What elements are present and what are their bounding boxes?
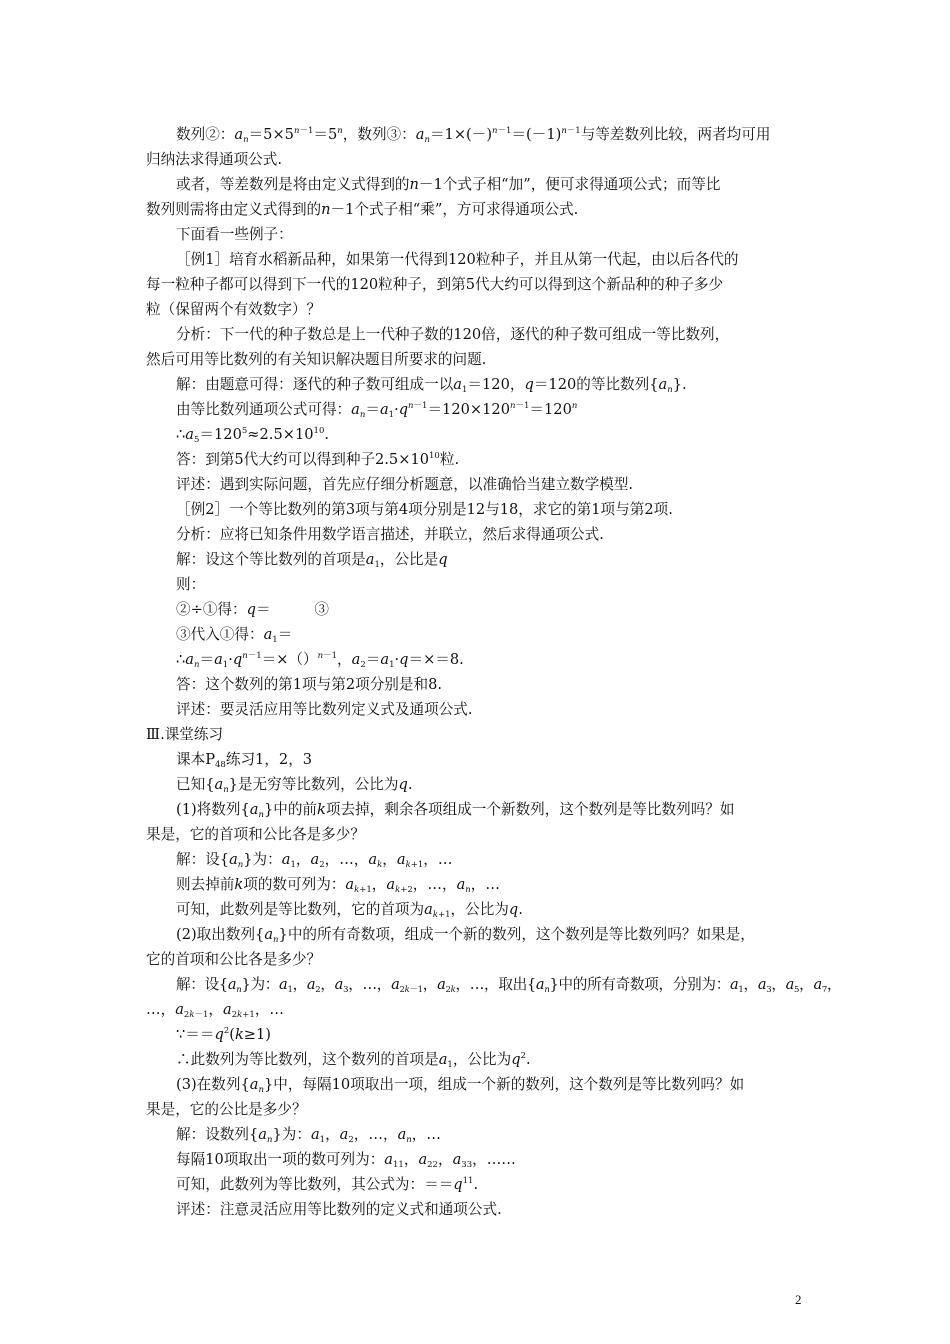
text-line-17: 分析：应将已知条件用数学语言描述，并联立，然后求得通项公式. bbox=[176, 526, 604, 543]
text-line-44: 评述：注意灵活应用等比数列的定义式和通项公式. bbox=[176, 1201, 502, 1218]
text-line-1: 数列②：$a_n=5\times 5^{n-1}=5^n$，数列③：$a_n=1\times(-)^{n-1}=(-1)^{n-1}$与等差数列比较，两者均可用 bbox=[176, 126, 771, 145]
text-line-31: 则去掉前k项的数可列为：$a_{k+1}$，$a_{k+2}$，…，$a_n$，… bbox=[176, 876, 500, 895]
text-line-10: 然后可用等比数列的有关知识解决题目所要求的问题. bbox=[146, 351, 487, 368]
text-line-27: 已知$\{a_n\}$是无穷等比数列，公比为q. bbox=[176, 776, 413, 795]
text-line-36: …，$a_{2k-1}$，$a_{2k+1}$，… bbox=[146, 1001, 285, 1020]
text-line-28: (1)将数列$\{a_n\}$中的前k项去掉，剩余各项组成一个新数列，这个数列是等比数列吗？如 bbox=[176, 801, 735, 820]
text-line-9: 分析：下一代的种子数总是上一代种子数的120倍，逐代的种子数可组成一等比数列， bbox=[176, 326, 730, 343]
text-line-2: 归纳法求得通项公式. bbox=[146, 151, 282, 168]
text-line-20: ②÷①得：q＝ ③ bbox=[176, 601, 329, 618]
text-line-32: 可知，此数列是等比数列，它的首项为$a_{k+1}$，公比为q. bbox=[176, 901, 523, 920]
text-line-11: 解：由题意可得：逐代的种子数可组成一以$a_1=120$，q＝120的等比数列$\{a_n\}$. bbox=[176, 376, 687, 395]
text-line-40: 果是，它的公比是多少？ bbox=[146, 1101, 307, 1118]
text-line-5: 下面看一些例子： bbox=[176, 226, 293, 243]
text-line-43: 可知，此数列为等比数列，其公式为：$==q^{11}$. bbox=[176, 1176, 479, 1193]
text-line-7: 每一粒种子都可以得到下一代的120粒种子，到第5代大约可以得到这个新品种的种子多少 bbox=[146, 276, 724, 293]
page-number: 2 bbox=[795, 1292, 802, 1307]
text-line-38: ∴此数列为等比数列，这个数列的首项是$a_1$，公比为$q^2$. bbox=[176, 1051, 531, 1070]
text-line-37: $\because==q^2(k\ge 1)$ bbox=[176, 1026, 272, 1043]
text-line-42: 每隔10项取出一项的数可列为：$a_{11}$，$a_{22}$，$a_{33}$，…… bbox=[176, 1151, 516, 1170]
text-line-13: $\therefore a_5=120^5\approx 2.5\times 10^{10}$. bbox=[176, 426, 330, 445]
text-line-14: 答：到第5代大约可以得到种子$2.5\times 10^{10}$粒. bbox=[176, 451, 460, 468]
text-line-24: 评述：要灵活应用等比数列定义式及通项公式. bbox=[176, 701, 473, 718]
text-line-29: 果是，它的首项和公比各是多少？ bbox=[146, 826, 365, 843]
text-line-23: 答：这个数列的第1项与第2项分别是和8. bbox=[176, 676, 442, 693]
text-line-39: (3)在数列$\{a_n\}$中，每隔10项取出一项，组成一个新的数列，这个数列是等比数列吗？如 bbox=[176, 1076, 745, 1095]
text-line-30: 解：设$\{a_n\}$为：$a_1$，$a_2$，…，$a_k$，$a_{k+1}$，… bbox=[176, 851, 453, 870]
text-line-41: 解：设数列$\{a_n\}$为：$a_1$，$a_2$，…，$a_n$，… bbox=[176, 1126, 441, 1145]
text-line-4: 数列则需将由定义式得到的n－1个式子相“乘”，方可求得通项公式. bbox=[146, 201, 579, 218]
text-line-21: ③代入①得：$a_1=$ bbox=[176, 626, 293, 645]
text-line-18: 解：设这个等比数列的首项是$a_1$，公比是q bbox=[176, 551, 448, 570]
text-line-34: 它的首项和公比各是多少？ bbox=[146, 951, 322, 968]
text-line-22: $\therefore a_n=a_1\cdot q^{n-1}=\times()^{n-1}$，$a_2=a_1\cdot q=\times=8$. bbox=[176, 651, 464, 670]
text-line-26: 课本$P_{48}$练习1，2，3 bbox=[176, 751, 313, 770]
text-line-12: 由等比数列通项公式可得：$a_n=a_1\cdot q^{n-1}=120\times 120^{n-1}=120^n$ bbox=[176, 401, 578, 420]
text-line-3: 或者，等差数列是将由定义式得到的n－1个式子相“加”，便可求得通项公式；而等比 bbox=[176, 176, 721, 193]
section-heading: Ⅲ.课堂练习 bbox=[146, 726, 224, 743]
text-line-8: 粒（保留两个有效数字）？ bbox=[146, 301, 322, 318]
text-line-35: 解：设$\{a_n\}$为：$a_1$，$a_2$，$a_3$，…，$a_{2k-1}$，$a_{2k}$，…，取出$\{a_n\}$中的所有奇数项，分别为：$a_1$，$a_3$，$a_5$，$a_7$， bbox=[176, 976, 842, 995]
text-line-15: 评述：遇到实际问题，首先应仔细分析题意，以准确恰当建立数学模型. bbox=[176, 476, 634, 493]
text-line-6: ［例1］培育水稻新品种，如果第一代得到120粒种子，并且从第一代起，由以后各代的 bbox=[176, 251, 739, 268]
text-line-16: ［例2］一个等比数列的第3项与第4项分别是12与18，求它的第1项与第2项. bbox=[176, 501, 673, 518]
text-line-33: (2)取出数列$\{a_n\}$中的所有奇数项，组成一个新的数列，这个数列是等比数列吗？如果是， bbox=[176, 926, 755, 945]
text-line-19: 则： bbox=[176, 576, 206, 593]
